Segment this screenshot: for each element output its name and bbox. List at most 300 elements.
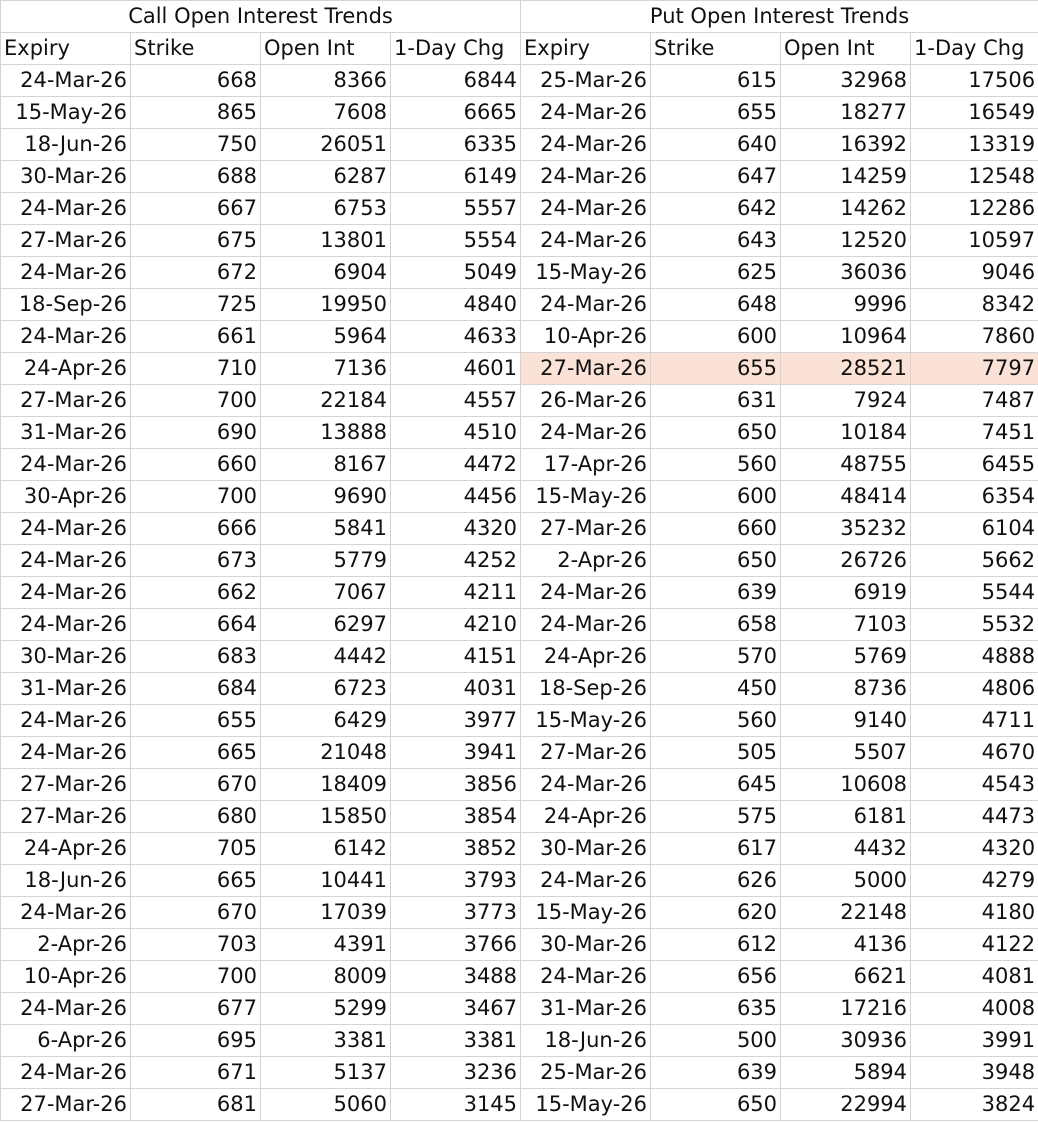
put-strike-cell[interactable]: 450 [651, 673, 781, 705]
call-strike-cell[interactable]: 666 [131, 513, 261, 545]
put-1day-chg-cell[interactable]: 4806 [911, 673, 1038, 705]
put-strike-header[interactable]: Strike [651, 33, 781, 65]
put-open-int-cell[interactable]: 28521 [781, 353, 911, 385]
put-open-int-cell[interactable]: 48755 [781, 449, 911, 481]
put-expiry-cell[interactable]: 24-Mar-26 [521, 225, 651, 257]
put-strike-cell[interactable]: 625 [651, 257, 781, 289]
table-row [1, 577, 1038, 609]
table-row [1, 1025, 1038, 1057]
put-expiry-cell[interactable]: 15-May-26 [521, 705, 651, 737]
table-row [1, 929, 1038, 961]
call-open-int-cell[interactable]: 5779 [261, 545, 391, 577]
call-1day-chg-cell[interactable]: 3236 [391, 1057, 521, 1089]
call-strike-cell[interactable]: 675 [131, 225, 261, 257]
table-row [1, 673, 1038, 705]
call-1day-chg-cell[interactable]: 5557 [391, 193, 521, 225]
call-strike-cell[interactable]: 668 [131, 65, 261, 97]
call-open-int-cell[interactable]: 10441 [261, 865, 391, 897]
call-open-int-cell[interactable]: 8366 [261, 65, 391, 97]
put-strike-cell[interactable]: 560 [651, 449, 781, 481]
table-row [1, 801, 1038, 833]
call-open-int-cell[interactable]: 5841 [261, 513, 391, 545]
put-expiry-cell[interactable]: 30-Mar-26 [521, 833, 651, 865]
put-1day-chg-cell[interactable]: 4008 [911, 993, 1038, 1025]
call-1day-chg-cell[interactable]: 4151 [391, 641, 521, 673]
call-expiry-cell[interactable]: 27-Mar-26 [1, 225, 131, 257]
put-open-int-cell[interactable]: 10184 [781, 417, 911, 449]
put-1day-chg-cell[interactable]: 4888 [911, 641, 1038, 673]
call-open-int-cell[interactable]: 18409 [261, 769, 391, 801]
put-open-int-cell[interactable]: 5000 [781, 865, 911, 897]
call-1day-chg-cell[interactable]: 3766 [391, 929, 521, 961]
call-strike-cell[interactable]: 665 [131, 865, 261, 897]
call-expiry-header[interactable]: Expiry [1, 33, 131, 65]
call-1day-chg-cell[interactable]: 6665 [391, 97, 521, 129]
put-open-int-cell[interactable]: 32968 [781, 65, 911, 97]
call-expiry-cell[interactable]: 27-Mar-26 [1, 769, 131, 801]
put-strike-cell[interactable]: 655 [651, 97, 781, 129]
call-strike-cell[interactable]: 655 [131, 705, 261, 737]
call-strike-cell[interactable]: 705 [131, 833, 261, 865]
call-strike-cell[interactable]: 690 [131, 417, 261, 449]
call-expiry-cell[interactable]: 24-Mar-26 [1, 321, 131, 353]
call-expiry-cell[interactable]: 24-Mar-26 [1, 609, 131, 641]
call-strike-header[interactable]: Strike [131, 33, 261, 65]
call-open-int-cell[interactable]: 4442 [261, 641, 391, 673]
call-1day-chg-cell[interactable]: 4252 [391, 545, 521, 577]
call-expiry-cell[interactable]: 24-Mar-26 [1, 193, 131, 225]
put-open-int-cell[interactable]: 8736 [781, 673, 911, 705]
put-1day-chg-cell[interactable]: 6455 [911, 449, 1038, 481]
call-open-int-cell[interactable]: 6904 [261, 257, 391, 289]
call-expiry-cell[interactable]: 24-Mar-26 [1, 257, 131, 289]
put-strike-cell[interactable]: 660 [651, 513, 781, 545]
call-1day-chg-header[interactable]: 1-Day Chg [391, 33, 521, 65]
call-strike-cell[interactable]: 681 [131, 1089, 261, 1121]
table-row [1, 961, 1038, 993]
call-open-int-cell[interactable]: 5964 [261, 321, 391, 353]
put-open-int-cell[interactable]: 22994 [781, 1089, 911, 1121]
call-open-int-cell[interactable]: 6429 [261, 705, 391, 737]
table-row [1, 641, 1038, 673]
put-expiry-cell[interactable]: 18-Jun-26 [521, 1025, 651, 1057]
put-expiry-cell[interactable]: 24-Mar-26 [521, 97, 651, 129]
put-open-int-cell[interactable]: 5769 [781, 641, 911, 673]
put-expiry-cell[interactable]: 24-Mar-26 [521, 865, 651, 897]
put-1day-chg-cell[interactable]: 5532 [911, 609, 1038, 641]
call-open-int-cell[interactable]: 21048 [261, 737, 391, 769]
call-expiry-cell[interactable]: 10-Apr-26 [1, 961, 131, 993]
table-row [1, 289, 1038, 321]
call-strike-cell[interactable]: 672 [131, 257, 261, 289]
table-row [1, 609, 1038, 641]
call-1day-chg-cell[interactable]: 4320 [391, 513, 521, 545]
call-open-int-cell[interactable]: 15850 [261, 801, 391, 833]
put-open-int-cell[interactable]: 22148 [781, 897, 911, 929]
call-expiry-cell[interactable]: 30-Mar-26 [1, 641, 131, 673]
put-strike-cell[interactable]: 643 [651, 225, 781, 257]
call-strike-cell[interactable]: 662 [131, 577, 261, 609]
call-expiry-cell[interactable]: 31-Mar-26 [1, 673, 131, 705]
table-row [1, 193, 1038, 225]
put-expiry-cell[interactable]: 27-Mar-26 [521, 737, 651, 769]
call-open-int-cell[interactable]: 5299 [261, 993, 391, 1025]
call-section-title[interactable]: Call Open Interest Trends [1, 1, 521, 33]
section-title-row [1, 1, 1038, 33]
table-row [1, 897, 1038, 929]
put-open-int-cell[interactable]: 6181 [781, 801, 911, 833]
put-1day-chg-cell[interactable]: 3824 [911, 1089, 1038, 1121]
put-1day-chg-cell[interactable]: 16549 [911, 97, 1038, 129]
call-1day-chg-cell[interactable]: 4601 [391, 353, 521, 385]
call-1day-chg-cell[interactable]: 3467 [391, 993, 521, 1025]
call-strike-cell[interactable]: 700 [131, 385, 261, 417]
put-strike-cell[interactable]: 612 [651, 929, 781, 961]
put-expiry-cell[interactable]: 27-Mar-26 [521, 353, 651, 385]
put-open-int-cell[interactable]: 26726 [781, 545, 911, 577]
put-open-int-cell[interactable]: 5894 [781, 1057, 911, 1089]
put-expiry-cell[interactable]: 24-Mar-26 [521, 289, 651, 321]
call-open-int-cell[interactable]: 7136 [261, 353, 391, 385]
put-open-int-cell[interactable]: 9996 [781, 289, 911, 321]
call-strike-cell[interactable]: 700 [131, 961, 261, 993]
call-1day-chg-cell[interactable]: 5049 [391, 257, 521, 289]
call-expiry-cell[interactable]: 24-Mar-26 [1, 737, 131, 769]
put-expiry-cell[interactable]: 2-Apr-26 [521, 545, 651, 577]
call-expiry-cell[interactable]: 24-Mar-26 [1, 897, 131, 929]
call-1day-chg-cell[interactable]: 3941 [391, 737, 521, 769]
call-1day-chg-cell[interactable]: 6149 [391, 161, 521, 193]
table-row [1, 769, 1038, 801]
put-strike-cell[interactable]: 631 [651, 385, 781, 417]
put-strike-cell[interactable]: 575 [651, 801, 781, 833]
put-expiry-cell[interactable]: 17-Apr-26 [521, 449, 651, 481]
call-open-int-cell[interactable]: 13888 [261, 417, 391, 449]
put-expiry-cell[interactable]: 24-Mar-26 [521, 609, 651, 641]
call-strike-cell[interactable]: 703 [131, 929, 261, 961]
call-expiry-cell[interactable]: 31-Mar-26 [1, 417, 131, 449]
put-strike-cell[interactable]: 505 [651, 737, 781, 769]
put-expiry-cell[interactable]: 15-May-26 [521, 897, 651, 929]
call-expiry-cell[interactable]: 2-Apr-26 [1, 929, 131, 961]
call-open-int-cell[interactable]: 3381 [261, 1025, 391, 1057]
put-1day-chg-cell[interactable]: 7487 [911, 385, 1038, 417]
call-1day-chg-cell[interactable]: 4456 [391, 481, 521, 513]
put-1day-chg-cell[interactable]: 4122 [911, 929, 1038, 961]
put-expiry-cell[interactable]: 15-May-26 [521, 1089, 651, 1121]
call-strike-cell[interactable]: 664 [131, 609, 261, 641]
put-strike-cell[interactable]: 600 [651, 481, 781, 513]
table-row [1, 65, 1038, 97]
put-strike-cell[interactable]: 617 [651, 833, 781, 865]
put-strike-cell[interactable]: 600 [651, 321, 781, 353]
call-strike-cell[interactable]: 677 [131, 993, 261, 1025]
call-strike-cell[interactable]: 670 [131, 769, 261, 801]
put-1day-chg-cell[interactable]: 4279 [911, 865, 1038, 897]
put-open-int-cell[interactable]: 4136 [781, 929, 911, 961]
put-1day-chg-cell[interactable]: 7797 [911, 353, 1038, 385]
call-open-int-cell[interactable]: 7067 [261, 577, 391, 609]
put-expiry-cell[interactable]: 24-Mar-26 [521, 129, 651, 161]
call-open-int-cell[interactable]: 7608 [261, 97, 391, 129]
call-open-int-cell[interactable]: 9690 [261, 481, 391, 513]
call-expiry-cell[interactable]: 24-Mar-26 [1, 545, 131, 577]
put-1day-chg-cell[interactable]: 12286 [911, 193, 1038, 225]
put-1day-chg-header[interactable]: 1-Day Chg [911, 33, 1038, 65]
table-row [1, 833, 1038, 865]
call-1day-chg-cell[interactable]: 3773 [391, 897, 521, 929]
call-1day-chg-cell[interactable]: 3488 [391, 961, 521, 993]
call-1day-chg-cell[interactable]: 3856 [391, 769, 521, 801]
table-row [1, 513, 1038, 545]
put-strike-cell[interactable]: 656 [651, 961, 781, 993]
put-open-int-cell[interactable]: 36036 [781, 257, 911, 289]
put-1day-chg-cell[interactable]: 4320 [911, 833, 1038, 865]
table-row [1, 865, 1038, 897]
put-1day-chg-cell[interactable]: 9046 [911, 257, 1038, 289]
put-expiry-header[interactable]: Expiry [521, 33, 651, 65]
table-row [1, 321, 1038, 353]
put-open-int-cell[interactable]: 10964 [781, 321, 911, 353]
call-expiry-cell[interactable]: 27-Mar-26 [1, 385, 131, 417]
table-row [1, 481, 1038, 513]
call-open-int-cell[interactable]: 5137 [261, 1057, 391, 1089]
put-1day-chg-cell[interactable]: 4711 [911, 705, 1038, 737]
call-expiry-cell[interactable]: 18-Jun-26 [1, 865, 131, 897]
put-strike-cell[interactable]: 620 [651, 897, 781, 929]
call-expiry-cell[interactable]: 27-Mar-26 [1, 801, 131, 833]
put-open-int-cell[interactable]: 7103 [781, 609, 911, 641]
put-1day-chg-cell[interactable]: 4670 [911, 737, 1038, 769]
put-1day-chg-cell[interactable]: 4543 [911, 769, 1038, 801]
put-open-int-cell[interactable]: 6621 [781, 961, 911, 993]
put-strike-cell[interactable]: 500 [651, 1025, 781, 1057]
put-section-title[interactable]: Put Open Interest Trends [521, 1, 1038, 33]
call-1day-chg-cell[interactable]: 4211 [391, 577, 521, 609]
put-1day-chg-cell[interactable]: 8342 [911, 289, 1038, 321]
call-open-int-cell[interactable]: 8167 [261, 449, 391, 481]
put-1day-chg-cell[interactable]: 4180 [911, 897, 1038, 929]
put-expiry-cell[interactable]: 24-Mar-26 [521, 417, 651, 449]
call-1day-chg-cell[interactable]: 3793 [391, 865, 521, 897]
put-expiry-cell[interactable]: 24-Mar-26 [521, 769, 651, 801]
call-strike-cell[interactable]: 661 [131, 321, 261, 353]
put-1day-chg-cell[interactable]: 6354 [911, 481, 1038, 513]
call-strike-cell[interactable]: 750 [131, 129, 261, 161]
call-1day-chg-cell[interactable]: 3854 [391, 801, 521, 833]
call-strike-cell[interactable]: 684 [131, 673, 261, 705]
call-open-int-cell[interactable]: 6142 [261, 833, 391, 865]
call-1day-chg-cell[interactable]: 6335 [391, 129, 521, 161]
call-strike-cell[interactable]: 710 [131, 353, 261, 385]
put-strike-cell[interactable]: 650 [651, 545, 781, 577]
call-strike-cell[interactable]: 665 [131, 737, 261, 769]
put-strike-cell[interactable]: 626 [651, 865, 781, 897]
call-open-int-cell[interactable]: 6287 [261, 161, 391, 193]
call-1day-chg-cell[interactable]: 4840 [391, 289, 521, 321]
call-strike-cell[interactable]: 695 [131, 1025, 261, 1057]
put-expiry-cell[interactable]: 30-Mar-26 [521, 929, 651, 961]
call-strike-cell[interactable]: 683 [131, 641, 261, 673]
call-1day-chg-cell[interactable]: 4210 [391, 609, 521, 641]
put-strike-cell[interactable]: 648 [651, 289, 781, 321]
call-open-int-cell[interactable]: 22184 [261, 385, 391, 417]
put-open-int-cell[interactable]: 12520 [781, 225, 911, 257]
put-expiry-cell[interactable]: 25-Mar-26 [521, 1057, 651, 1089]
call-expiry-cell[interactable]: 24-Mar-26 [1, 1057, 131, 1089]
call-expiry-cell[interactable]: 15-May-26 [1, 97, 131, 129]
put-expiry-cell[interactable]: 15-May-26 [521, 257, 651, 289]
call-open-int-cell[interactable]: 4391 [261, 929, 391, 961]
put-expiry-cell[interactable]: 24-Mar-26 [521, 161, 651, 193]
call-expiry-cell[interactable]: 30-Apr-26 [1, 481, 131, 513]
call-open-int-cell[interactable]: 13801 [261, 225, 391, 257]
call-strike-cell[interactable]: 673 [131, 545, 261, 577]
put-open-int-cell[interactable]: 14259 [781, 161, 911, 193]
call-open-int-cell[interactable]: 17039 [261, 897, 391, 929]
call-open-int-cell[interactable]: 8009 [261, 961, 391, 993]
call-expiry-cell[interactable]: 24-Apr-26 [1, 353, 131, 385]
put-open-int-cell[interactable]: 14262 [781, 193, 911, 225]
put-1day-chg-cell[interactable]: 3948 [911, 1057, 1038, 1089]
put-expiry-cell[interactable]: 27-Mar-26 [521, 513, 651, 545]
call-open-int-cell[interactable]: 6723 [261, 673, 391, 705]
call-1day-chg-cell[interactable]: 4557 [391, 385, 521, 417]
put-expiry-cell[interactable]: 24-Mar-26 [521, 577, 651, 609]
call-expiry-cell[interactable]: 27-Mar-26 [1, 1089, 131, 1121]
put-1day-chg-cell[interactable]: 5662 [911, 545, 1038, 577]
call-1day-chg-cell[interactable]: 6844 [391, 65, 521, 97]
put-strike-cell[interactable]: 650 [651, 1089, 781, 1121]
put-strike-cell[interactable]: 658 [651, 609, 781, 641]
put-1day-chg-cell[interactable]: 17506 [911, 65, 1038, 97]
call-strike-cell[interactable]: 671 [131, 1057, 261, 1089]
call-strike-cell[interactable]: 667 [131, 193, 261, 225]
call-expiry-cell[interactable]: 30-Mar-26 [1, 161, 131, 193]
call-1day-chg-cell[interactable]: 3145 [391, 1089, 521, 1121]
table-row [1, 129, 1038, 161]
put-expiry-cell[interactable]: 15-May-26 [521, 481, 651, 513]
put-1day-chg-cell[interactable]: 4081 [911, 961, 1038, 993]
call-open-int-cell[interactable]: 6753 [261, 193, 391, 225]
put-open-int-cell[interactable]: 9140 [781, 705, 911, 737]
call-1day-chg-cell[interactable]: 3381 [391, 1025, 521, 1057]
table-row [1, 449, 1038, 481]
call-strike-cell[interactable]: 660 [131, 449, 261, 481]
put-expiry-cell[interactable]: 18-Sep-26 [521, 673, 651, 705]
call-expiry-cell[interactable]: 24-Mar-26 [1, 577, 131, 609]
call-expiry-cell[interactable]: 18-Jun-26 [1, 129, 131, 161]
put-expiry-cell[interactable]: 24-Apr-26 [521, 801, 651, 833]
call-1day-chg-cell[interactable]: 3852 [391, 833, 521, 865]
put-expiry-cell[interactable]: 10-Apr-26 [521, 321, 651, 353]
call-open-int-header[interactable]: Open Int [261, 33, 391, 65]
put-strike-cell[interactable]: 560 [651, 705, 781, 737]
put-strike-cell[interactable]: 635 [651, 993, 781, 1025]
put-open-int-cell[interactable]: 30936 [781, 1025, 911, 1057]
call-strike-cell[interactable]: 700 [131, 481, 261, 513]
call-1day-chg-cell[interactable]: 4031 [391, 673, 521, 705]
put-strike-cell[interactable]: 639 [651, 577, 781, 609]
call-1day-chg-cell[interactable]: 4510 [391, 417, 521, 449]
call-expiry-cell[interactable]: 24-Mar-26 [1, 513, 131, 545]
put-open-int-cell[interactable]: 5507 [781, 737, 911, 769]
call-expiry-cell[interactable]: 18-Sep-26 [1, 289, 131, 321]
call-open-int-cell[interactable]: 26051 [261, 129, 391, 161]
put-strike-cell[interactable]: 650 [651, 417, 781, 449]
put-open-int-cell[interactable]: 35232 [781, 513, 911, 545]
put-expiry-cell[interactable]: 24-Mar-26 [521, 193, 651, 225]
call-open-int-cell[interactable]: 6297 [261, 609, 391, 641]
put-strike-cell[interactable]: 647 [651, 161, 781, 193]
put-open-int-cell[interactable]: 17216 [781, 993, 911, 1025]
call-open-int-cell[interactable]: 5060 [261, 1089, 391, 1121]
table-row [1, 993, 1038, 1025]
put-1day-chg-cell[interactable]: 12548 [911, 161, 1038, 193]
call-expiry-cell[interactable]: 24-Apr-26 [1, 833, 131, 865]
call-strike-cell[interactable]: 680 [131, 801, 261, 833]
call-expiry-cell[interactable]: 6-Apr-26 [1, 1025, 131, 1057]
call-expiry-cell[interactable]: 24-Mar-26 [1, 65, 131, 97]
put-1day-chg-cell[interactable]: 7860 [911, 321, 1038, 353]
put-open-int-cell[interactable]: 6919 [781, 577, 911, 609]
put-open-int-cell[interactable]: 4432 [781, 833, 911, 865]
put-open-int-cell[interactable]: 16392 [781, 129, 911, 161]
put-open-int-cell[interactable]: 48414 [781, 481, 911, 513]
put-open-int-cell[interactable]: 7924 [781, 385, 911, 417]
call-expiry-cell[interactable]: 24-Mar-26 [1, 993, 131, 1025]
call-strike-cell[interactable]: 865 [131, 97, 261, 129]
put-1day-chg-cell[interactable]: 5544 [911, 577, 1038, 609]
call-expiry-cell[interactable]: 24-Mar-26 [1, 705, 131, 737]
put-open-int-cell[interactable]: 18277 [781, 97, 911, 129]
put-expiry-cell[interactable]: 26-Mar-26 [521, 385, 651, 417]
call-1day-chg-cell[interactable]: 4633 [391, 321, 521, 353]
call-1day-chg-cell[interactable]: 5554 [391, 225, 521, 257]
call-1day-chg-cell[interactable]: 3977 [391, 705, 521, 737]
put-strike-cell[interactable]: 645 [651, 769, 781, 801]
put-expiry-cell[interactable]: 31-Mar-26 [521, 993, 651, 1025]
call-strike-cell[interactable]: 725 [131, 289, 261, 321]
put-open-int-header[interactable]: Open Int [781, 33, 911, 65]
column-header-row [1, 33, 1038, 65]
call-strike-cell[interactable]: 670 [131, 897, 261, 929]
put-strike-cell[interactable]: 615 [651, 65, 781, 97]
put-strike-cell[interactable]: 642 [651, 193, 781, 225]
put-expiry-cell[interactable]: 24-Apr-26 [521, 641, 651, 673]
put-strike-cell[interactable]: 639 [651, 1057, 781, 1089]
call-1day-chg-cell[interactable]: 4472 [391, 449, 521, 481]
put-strike-cell[interactable]: 655 [651, 353, 781, 385]
table-row [1, 737, 1038, 769]
put-1day-chg-cell[interactable]: 13319 [911, 129, 1038, 161]
put-1day-chg-cell[interactable]: 10597 [911, 225, 1038, 257]
put-expiry-cell[interactable]: 24-Mar-26 [521, 961, 651, 993]
call-expiry-cell[interactable]: 24-Mar-26 [1, 449, 131, 481]
table-row [1, 545, 1038, 577]
put-1day-chg-cell[interactable]: 3991 [911, 1025, 1038, 1057]
put-1day-chg-cell[interactable]: 4473 [911, 801, 1038, 833]
put-strike-cell[interactable]: 640 [651, 129, 781, 161]
put-expiry-cell[interactable]: 25-Mar-26 [521, 65, 651, 97]
put-1day-chg-cell[interactable]: 6104 [911, 513, 1038, 545]
call-open-int-cell[interactable]: 19950 [261, 289, 391, 321]
put-strike-cell[interactable]: 570 [651, 641, 781, 673]
put-1day-chg-cell[interactable]: 7451 [911, 417, 1038, 449]
call-strike-cell[interactable]: 688 [131, 161, 261, 193]
put-open-int-cell[interactable]: 10608 [781, 769, 911, 801]
table-row [1, 353, 1038, 385]
